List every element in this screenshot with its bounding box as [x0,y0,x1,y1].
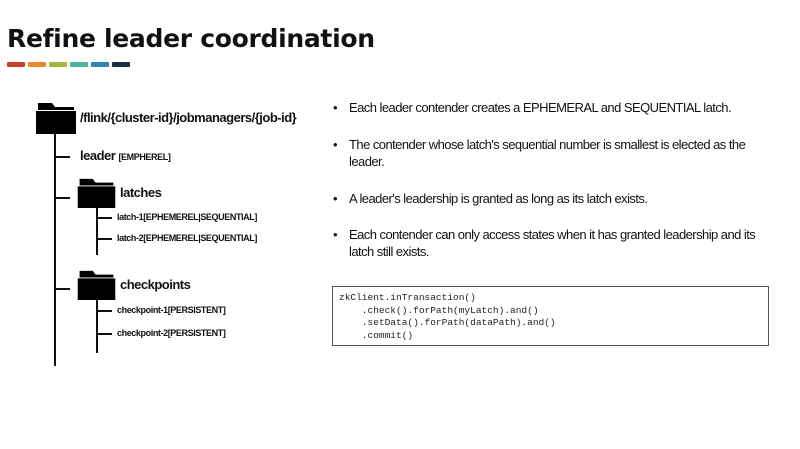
tree-branch [97,238,112,240]
tree-branch [55,197,70,199]
tree-branch [55,288,70,290]
leader-label: leader [80,148,116,163]
accent-bar [70,62,88,67]
tree-trunk [54,130,56,366]
accent-bar [7,62,25,67]
folder-icon [36,101,76,134]
tree-latches-label: latches [120,185,162,200]
tree-checkpoints-label: checkpoints [120,277,191,292]
tree-root-label: /flink/{cluster-id}/jobmanagers/{job-id} [80,110,297,125]
leader-tag: [EMPHEREL] [118,152,171,162]
bullet-text: A leader's leadership is granted as long as its latch exists. [349,191,648,206]
tree-branch [97,310,112,312]
accent-bar [28,62,46,67]
latches-trunk [96,205,98,255]
folder-icon [77,177,116,208]
tree-checkpoint-1: checkpoint-1[PERSISTENT] [117,305,226,315]
bullet-text: Each contender can only access states when it has granted leadership and its latch still exists. [349,227,756,259]
tree-branch [55,156,70,158]
tree-branch [97,217,112,219]
bullet-symbol: • [333,137,338,152]
bullet-symbol: • [333,191,338,206]
tree-checkpoint-2: checkpoint-2[PERSISTENT] [117,328,226,338]
tree-latch-1: latch-1[EPHEMEREL|SEQUENTIAL] [117,212,257,222]
tree-branch [97,333,112,335]
tree-leader-node [80,148,170,163]
slide-title: Refine leader coordination [7,24,375,53]
accent-bar [91,62,109,67]
folder-icon [77,269,116,300]
accent-bars [7,62,130,67]
checkpoints-trunk [96,298,98,353]
code-block: zkClient.inTransaction() .check().forPath(myLatch).and() .setData().forPath(dataPath).and() .commit() [332,286,769,346]
tree-latch-2: latch-2[EPHEMEREL|SEQUENTIAL] [117,233,257,243]
bullet-symbol: • [333,227,338,242]
bullet-symbol: • [333,100,338,115]
accent-bar [112,62,130,67]
bullet-text: The contender whose latch's sequential number is smallest is elected as the leader. [349,137,746,169]
accent-bar [49,62,67,67]
bullet-text: Each leader contender creates a EPHEMERAL and SEQUENTIAL latch. [349,100,732,115]
